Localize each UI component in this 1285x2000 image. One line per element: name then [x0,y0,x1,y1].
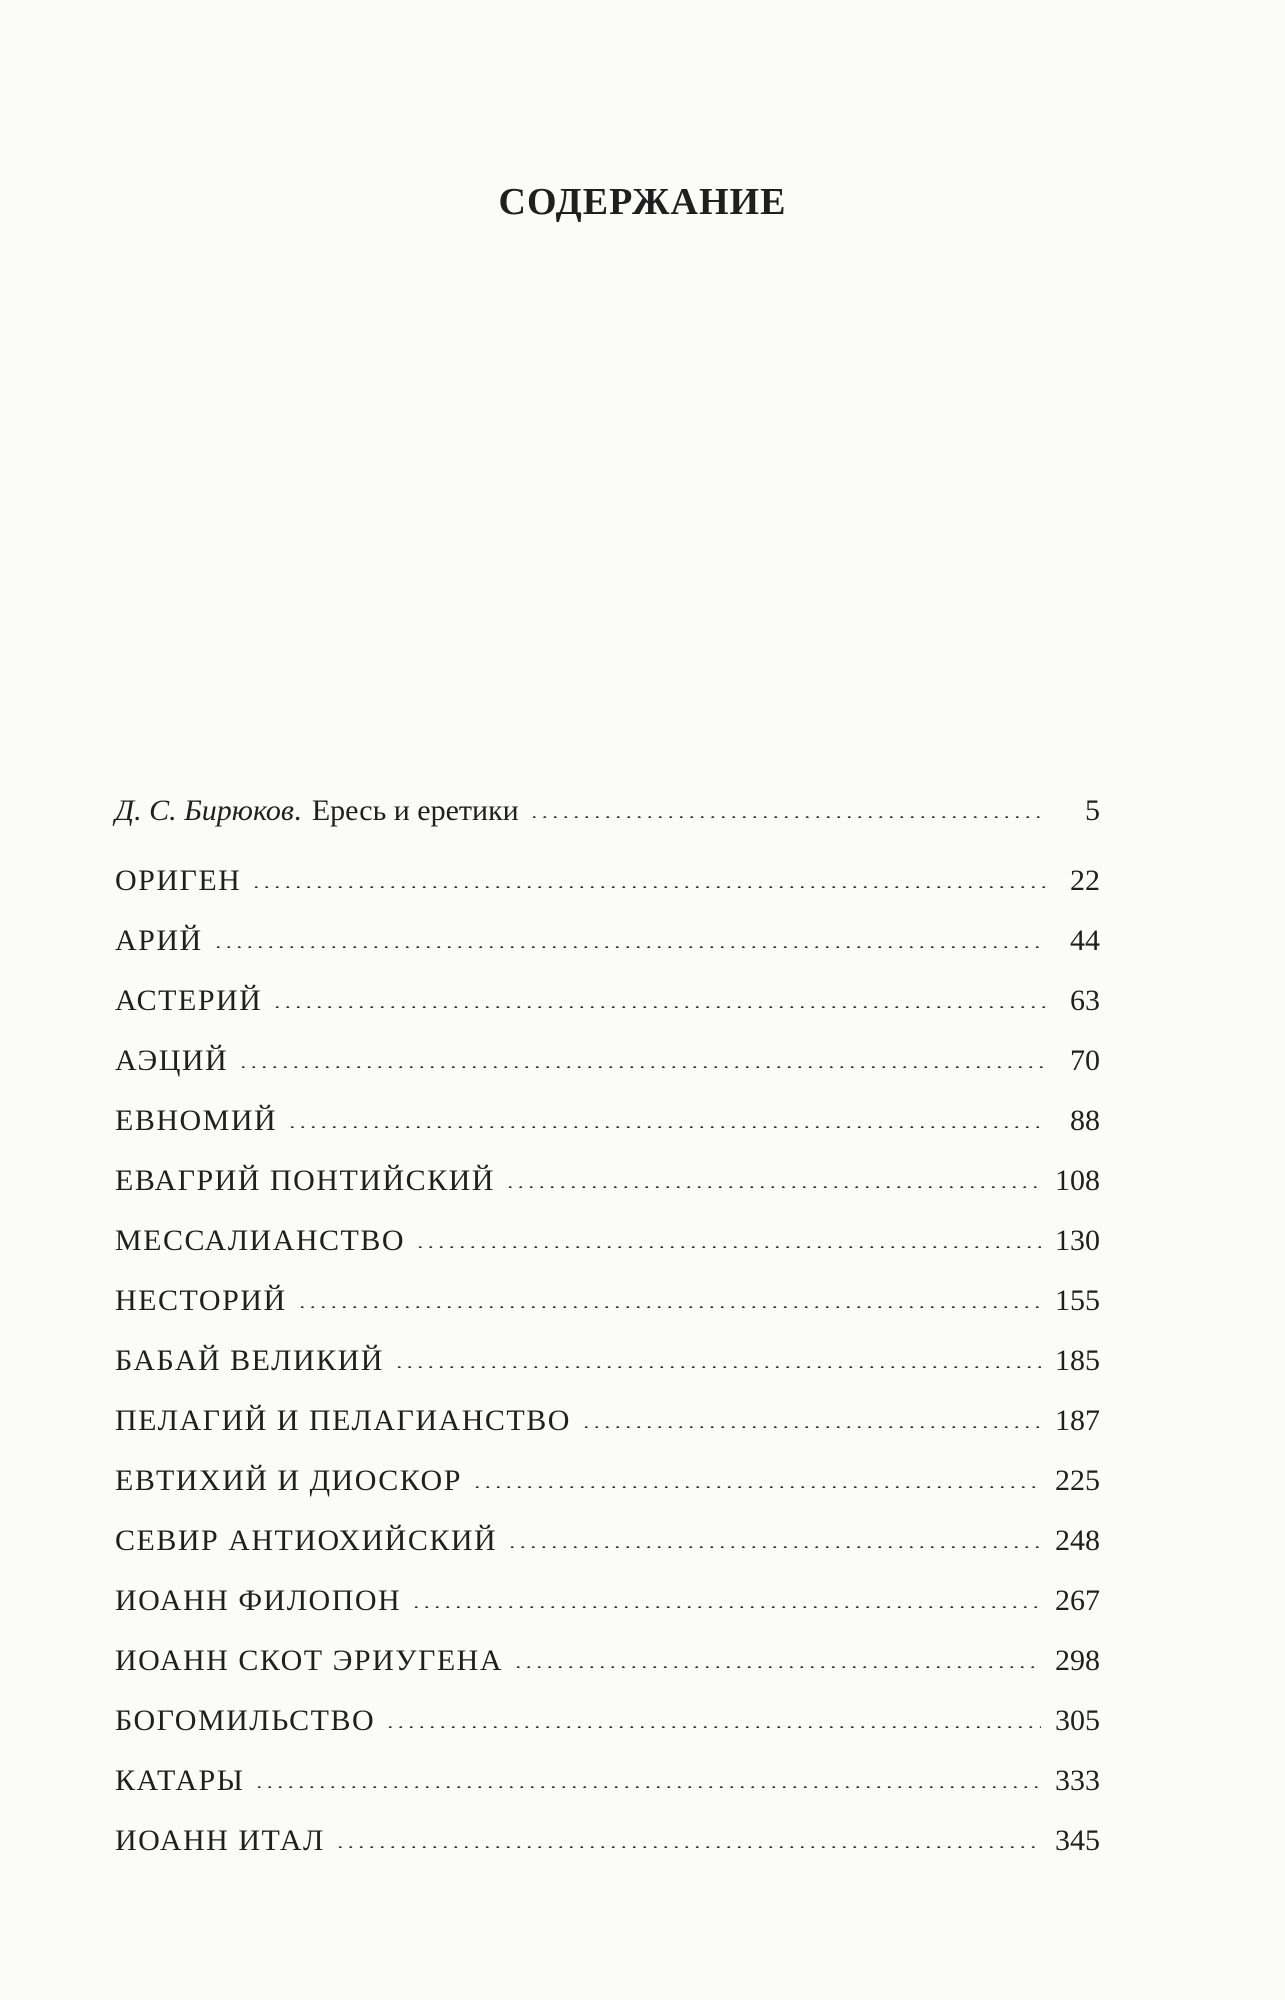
intro-work: Ересь и еретики [311,794,519,827]
toc-label: ОРИГЕН [115,864,242,897]
toc-page-number: 108 [1055,1164,1100,1197]
toc-page-number: 44 [1070,924,1100,957]
leader-dots [238,1066,1046,1068]
leader-dots [581,1426,1041,1428]
toc-intro-entry[interactable] [115,787,1100,835]
toc-label: ЕВАГРИЙ ПОНТИЙСКИЙ [115,1164,495,1197]
leader-dots [272,1006,1046,1008]
toc-entry[interactable] [115,917,1100,965]
leader-dots [529,816,1046,818]
toc-label: ИОАНН ФИЛОПОН [115,1584,402,1617]
toc-entry[interactable] [115,1097,1100,1145]
toc-page-number: 187 [1055,1404,1100,1437]
toc-entry[interactable] [115,1277,1100,1325]
toc-page-number: 185 [1055,1344,1100,1377]
toc-page-number: 248 [1055,1524,1100,1557]
toc-entry[interactable] [115,1337,1100,1385]
toc-label: АРИЙ [115,924,203,957]
toc-label: СЕВИР АНТИОХИЙСКИЙ [115,1524,498,1557]
toc-page-number: 225 [1055,1464,1100,1497]
leader-dots [251,886,1046,888]
toc-label: КАТАРЫ [115,1764,245,1797]
leader-dots [335,1846,1041,1848]
toc-entry[interactable] [115,857,1100,905]
page-title: СОДЕРЖАНИЕ [498,181,787,223]
toc-page-number: 22 [1070,864,1100,897]
leader-dots [505,1186,1041,1188]
toc-label: БАБАЙ ВЕЛИКИЙ [115,1344,384,1377]
toc-entry[interactable] [115,1517,1100,1565]
leader-dots [415,1246,1041,1248]
leader-dots [507,1546,1041,1548]
toc-entry[interactable] [115,1457,1100,1505]
toc-label: ЕВНОМИЙ [115,1104,278,1137]
leader-dots [513,1666,1041,1668]
intro-author: Д. С. Бирюков [115,794,294,827]
toc-entry[interactable] [115,1397,1100,1445]
leader-dots [254,1786,1041,1788]
toc-label: АЭЦИЙ [115,1044,229,1077]
toc-label: ПЕЛАГИЙ И ПЕЛАГИАНСТВО [115,1404,571,1437]
toc-label: АСТЕРИЙ [115,984,263,1017]
toc-label: Д. С. Бирюков. Ересь и еретики [115,794,519,827]
toc-entry[interactable] [115,1817,1100,1865]
toc-page-number: 70 [1070,1044,1100,1077]
toc-entry[interactable] [115,1577,1100,1625]
toc-page-number: 267 [1055,1584,1100,1617]
toc-label: МЕССАЛИАНСТВО [115,1224,406,1257]
leader-dots [213,946,1046,948]
leader-dots [287,1126,1046,1128]
toc-label: ИОАНН ИТАЛ [115,1824,325,1857]
toc-entry[interactable] [115,1637,1100,1685]
toc-label: ИОАНН СКОТ ЭРИУГЕНА [115,1644,503,1677]
leader-dots [394,1366,1041,1368]
toc-entry[interactable] [115,1697,1100,1745]
toc-entry[interactable] [115,977,1100,1025]
leader-dots [385,1726,1041,1728]
toc-page-number: 298 [1055,1644,1100,1677]
leader-dots [472,1486,1041,1488]
toc-entry[interactable] [115,1217,1100,1265]
toc-page-number: 155 [1055,1284,1100,1317]
toc-label: НЕСТОРИЙ [115,1284,287,1317]
toc-page-number: 88 [1070,1104,1100,1137]
toc-page-number: 345 [1055,1824,1100,1857]
toc-page-number: 130 [1055,1224,1100,1257]
leader-dots [297,1306,1041,1308]
toc-entry[interactable] [115,1037,1100,1085]
toc-entry[interactable] [115,1157,1100,1205]
toc-page-number: 333 [1055,1764,1100,1797]
toc-entry[interactable] [115,1757,1100,1805]
toc-page-number: 305 [1055,1704,1100,1737]
toc-label: ЕВТИХИЙ И ДИОСКОР [115,1464,462,1497]
leader-dots [411,1606,1041,1608]
toc-page-number: 5 [1085,794,1100,827]
toc-page-number: 63 [1070,984,1100,1017]
toc-label: БОГОМИЛЬСТВО [115,1704,376,1737]
